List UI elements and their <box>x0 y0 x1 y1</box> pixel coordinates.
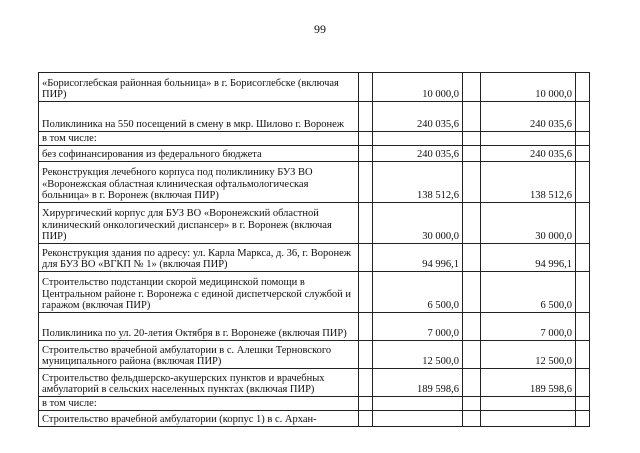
row-name: без софинансирования из федерального бюджета <box>39 146 359 162</box>
spacer-cell <box>463 102 481 132</box>
amount-cell: 30 000,0 <box>481 203 576 244</box>
spacer-cell <box>576 132 590 146</box>
amount-cell: 240 035,6 <box>373 102 463 132</box>
row-name: Реконструкция лечебного корпуса под поликлинику БУЗ ВО «Воронежская областная клиническая офтальмологическая больница» в г. Воронеж (включая ПИР) <box>39 162 359 203</box>
spacer-cell <box>576 341 590 369</box>
spacer-cell <box>576 397 590 411</box>
spacer-cell <box>359 411 373 427</box>
table-row <box>39 272 590 313</box>
spacer-cell <box>463 146 481 162</box>
spacer-cell <box>463 369 481 397</box>
spacer-cell <box>576 162 590 203</box>
spacer-cell <box>463 162 481 203</box>
amount-cell: 189 598,6 <box>373 369 463 397</box>
spacer-cell <box>576 73 590 102</box>
spacer-cell <box>359 369 373 397</box>
amount-cell: 12 500,0 <box>481 341 576 369</box>
spacer-cell <box>359 397 373 411</box>
table-row <box>39 411 590 427</box>
spacer-cell <box>463 397 481 411</box>
spacer-cell <box>463 203 481 244</box>
table-row <box>39 162 590 203</box>
amount-cell: 240 035,6 <box>481 146 576 162</box>
amount-cell: 10 000,0 <box>373 73 463 102</box>
table-row <box>39 244 590 272</box>
row-name: Строительство подстанции скорой медицинской помощи в Центральном районе г. Воронежа с единой диспетчерской службой и гаражом (включая ПИР) <box>39 272 359 313</box>
row-name: Строительство врачебной амбулатории (корпус 1) в с. Архан- <box>39 411 359 427</box>
amount-cell: 138 512,6 <box>373 162 463 203</box>
amount-cell <box>373 411 463 427</box>
amount-cell <box>481 397 576 411</box>
amount-cell: 94 996,1 <box>373 244 463 272</box>
spacer-cell <box>576 313 590 341</box>
row-name: в том числе: <box>39 132 359 146</box>
row-name: Поликлиника по ул. 20-летия Октября в г. Воронеже (включая ПИР) <box>39 313 359 341</box>
spacer-cell <box>576 272 590 313</box>
row-name: «Борисоглебская районная больница» в г. Борисоглебске (включая ПИР) <box>39 73 359 102</box>
spacer-cell <box>359 73 373 102</box>
table-row <box>39 73 590 102</box>
table-row <box>39 341 590 369</box>
row-name: Хирургический корпус для БУЗ ВО «Воронежский областной клинический онкологический диспансер» в г. Воронеж (включая ПИР) <box>39 203 359 244</box>
spacer-cell <box>359 341 373 369</box>
amount-cell: 6 500,0 <box>373 272 463 313</box>
row-name: Реконструкция здания по адресу: ул. Карла Маркса, д. 36, г. Воронеж для БУЗ ВО «ВГКП № 1» (включая ПИР) <box>39 244 359 272</box>
amount-cell: 240 035,6 <box>373 146 463 162</box>
spacer-cell <box>576 244 590 272</box>
budget-table <box>38 72 590 427</box>
amount-cell: 10 000,0 <box>481 73 576 102</box>
spacer-cell <box>463 132 481 146</box>
spacer-cell <box>359 132 373 146</box>
table-row <box>39 369 590 397</box>
amount-cell <box>481 132 576 146</box>
spacer-cell <box>463 411 481 427</box>
spacer-cell <box>463 341 481 369</box>
row-name: Строительство врачебной амбулатории в с. Алешки Терновского муниципального района (включая ПИР) <box>39 341 359 369</box>
spacer-cell <box>576 411 590 427</box>
spacer-cell <box>359 102 373 132</box>
spacer-cell <box>359 244 373 272</box>
spacer-cell <box>359 162 373 203</box>
row-name: в том числе: <box>39 397 359 411</box>
table-row <box>39 203 590 244</box>
amount-cell: 7 000,0 <box>481 313 576 341</box>
spacer-cell <box>359 203 373 244</box>
spacer-cell <box>463 313 481 341</box>
amount-cell: 12 500,0 <box>373 341 463 369</box>
amount-cell: 94 996,1 <box>481 244 576 272</box>
row-name: Строительство фельдшерско-акушерских пунктов и врачебных амбулаторий в сельских населенных пунктах (включая ПИР) <box>39 369 359 397</box>
spacer-cell <box>359 146 373 162</box>
amount-cell: 189 598,6 <box>481 369 576 397</box>
table-row <box>39 132 590 146</box>
amount-cell: 6 500,0 <box>481 272 576 313</box>
amount-cell: 138 512,6 <box>481 162 576 203</box>
spacer-cell <box>463 73 481 102</box>
spacer-cell <box>576 102 590 132</box>
spacer-cell <box>576 203 590 244</box>
amount-cell: 240 035,6 <box>481 102 576 132</box>
budget-table-body <box>39 73 590 427</box>
table-row <box>39 146 590 162</box>
spacer-cell <box>359 313 373 341</box>
page-number: 99 <box>314 22 326 36</box>
spacer-cell <box>576 369 590 397</box>
table-row <box>39 102 590 132</box>
table-row <box>39 397 590 411</box>
row-name: Поликлиника на 550 посещений в смену в мкр. Шилово г. Воронеж <box>39 102 359 132</box>
spacer-cell <box>359 272 373 313</box>
amount-cell <box>481 411 576 427</box>
amount-cell: 7 000,0 <box>373 313 463 341</box>
spacer-cell <box>463 272 481 313</box>
table-row <box>39 313 590 341</box>
amount-cell <box>373 132 463 146</box>
amount-cell: 30 000,0 <box>373 203 463 244</box>
spacer-cell <box>463 244 481 272</box>
spacer-cell <box>576 146 590 162</box>
amount-cell <box>373 397 463 411</box>
